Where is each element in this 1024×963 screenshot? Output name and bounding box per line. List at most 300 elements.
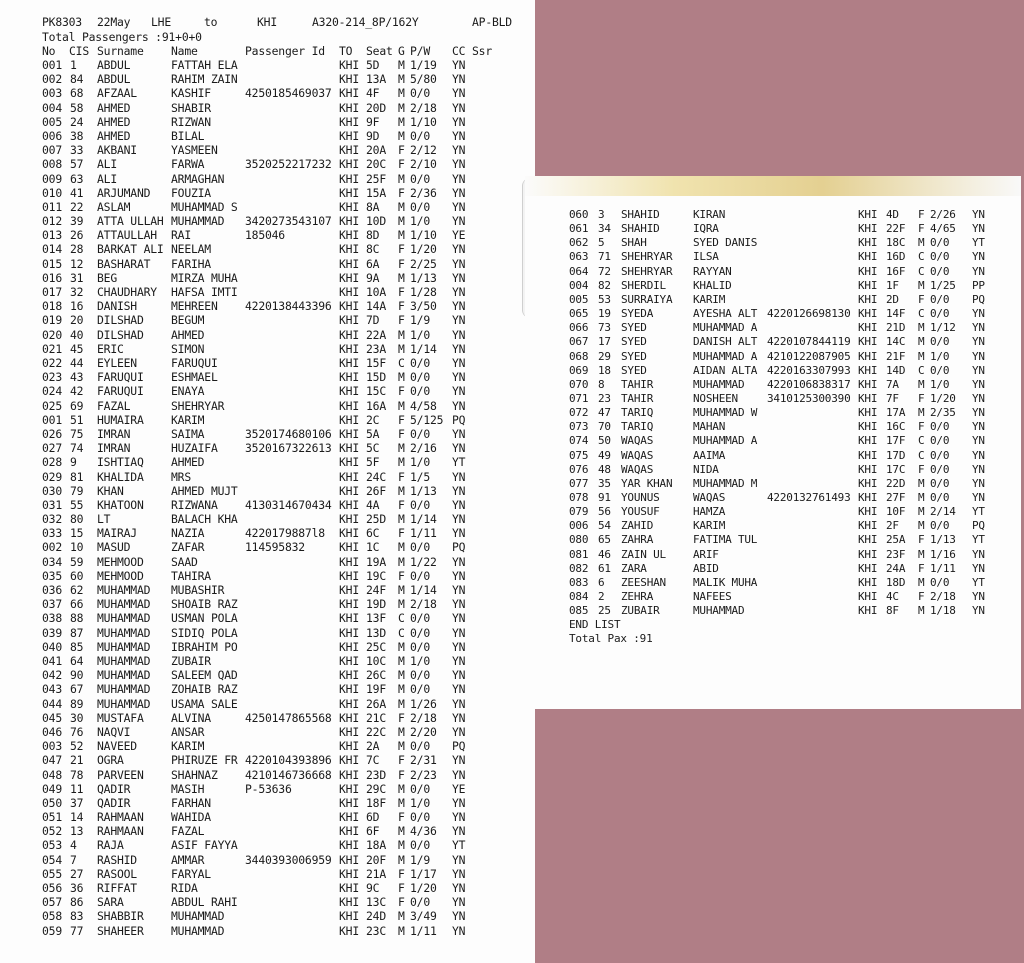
cell-cc: YN [452,597,466,612]
cell-name: ENAYA [171,384,205,399]
cell-g: M [398,838,405,853]
cell-cc: YN [972,434,985,448]
cell-cis: 9 [70,455,77,470]
cell-no: 051 [42,810,62,825]
cell-cis: 26 [70,228,84,243]
cell-pw: 3/50 [410,299,437,314]
cell-no: 057 [42,895,62,910]
cell-cis: 54 [598,519,611,533]
cell-surname: MAIRAJ [97,526,137,541]
cell-name: ABDUL RAHI [171,895,238,910]
cell-seat: 23D [366,767,386,782]
cell-seat: 18D [886,575,906,589]
cell-seat: 9D [366,128,380,143]
cell-cis: 22 [70,199,84,214]
cell-cc: YE [452,228,466,243]
cell-name: SHEHRYAR [171,398,225,413]
cell-pw: 0/0 [410,199,430,214]
cell-g: M [918,236,925,250]
cell-cc: YN [452,881,466,896]
cell-surname: PARVEEN [97,767,144,782]
cell-cis: 80 [70,512,84,527]
cell-no: 065 [569,307,589,321]
cell-cc: YN [972,590,985,604]
cell-cis: 67 [70,682,84,697]
cell-no: 016 [42,270,62,285]
cell-g: M [918,575,925,589]
cell-g: M [398,483,405,498]
cell-surname: ERIC [97,341,124,356]
cell-g: C [918,434,925,448]
cell-g: F [918,561,925,575]
cell-name: MUHAMMAD A [693,434,758,448]
cell-seat: 20A [366,143,386,158]
cell-seat: 26C [366,668,386,683]
cell-seat: 20D [366,100,386,115]
cell-cis: 49 [598,448,611,462]
cell-to: KHI [339,171,359,186]
cell-to: KHI [339,143,359,158]
cell-seat: 10D [366,214,386,229]
cell-pw: 5/125 [410,412,444,427]
cell-no: 072 [569,406,589,420]
cell-pid: 3420273543107 [245,214,332,229]
cell-pw: 0/0 [410,540,430,555]
cell-cc: YT [452,455,466,470]
cell-to: KHI [339,923,359,938]
cell-pw: 2/25 [410,256,437,271]
cell-pw: 0/0 [930,448,950,462]
cell-no: 015 [42,256,62,271]
cell-surname: SYED [621,335,647,349]
cell-seat: 10F [886,505,906,519]
cell-g: M [398,724,405,739]
to-label: to [204,15,218,29]
cell-name: HAMZA [693,505,726,519]
cell-cis: 76 [70,724,84,739]
cell-to: KHI [339,285,359,300]
cell-cis: 30 [70,710,84,725]
cell-cc: YN [452,639,466,654]
cell-name: SHOAIB RAZ [171,597,238,612]
cell-name: KHALID [693,278,732,292]
cell-g: M [398,214,405,229]
cell-g: F [918,590,925,604]
cell-seat: 26F [366,483,386,498]
cell-cis: 41 [70,185,84,200]
cell-cis: 81 [70,469,84,484]
cell-pw: 0/0 [410,384,430,399]
cell-cc: YN [452,866,466,881]
cell-cis: 47 [598,406,611,420]
cell-surname: SHEHRYAR [621,264,673,278]
cell-pw: 1/0 [410,653,430,668]
cell-name: MIRZA MUHA [171,270,238,285]
cell-surname: KHAN [97,483,124,498]
cell-name: SIMON [171,341,205,356]
passenger-manifest-page-2 [525,176,1021,709]
cell-pw: 1/14 [410,341,437,356]
cell-cc: YN [452,554,466,569]
cell-to: KHI [339,668,359,683]
cell-name: TAHIRA [171,568,211,583]
cell-cc: YE [452,781,466,796]
cell-no: 034 [42,554,62,569]
cell-name: RAYYAN [693,264,732,278]
cell-cc: YN [452,157,466,172]
cell-pid: 4220107844119 [767,335,851,349]
cell-pw: 0/0 [410,426,430,441]
cell-seat: 25F [366,171,386,186]
cell-cis: 61 [598,561,611,575]
cell-no: 008 [42,157,62,172]
cell-cis: 16 [70,299,84,314]
cell-pw: 2/18 [410,100,437,115]
cell-pw: 1/20 [410,242,437,257]
cell-surname: AHMED [97,114,131,129]
cell-no: 032 [42,512,62,527]
cell-pid: P-53636 [245,781,292,796]
cell-cis: 4 [70,838,77,853]
cell-to: KHI [339,526,359,541]
cell-seat: 8F [886,604,899,618]
cell-pw: 1/18 [930,604,956,618]
cell-cc: YN [972,420,985,434]
cell-seat: 14D [886,363,906,377]
cell-g: F [398,497,405,512]
cell-g: M [918,476,925,490]
cell-name: ILSA [693,250,719,264]
flight-date: 22May [97,15,131,29]
cell-cc: YN [452,795,466,810]
cell-name: SHAHNAZ [171,767,218,782]
end-list-label: END LIST [569,618,621,632]
cell-g: F [398,753,405,768]
cell-cis: 53 [598,292,611,306]
cell-to: KHI [858,533,878,547]
cell-no: 013 [42,228,62,243]
cell-surname: KHATOON [97,497,144,512]
cell-cis: 69 [70,398,84,413]
cell-no: 078 [569,491,589,504]
cell-name: ZAFAR [171,540,205,555]
cell-g: F [918,222,925,236]
cell-seat: 2D [886,292,899,306]
cell-cis: 89 [70,696,84,711]
cell-g: C [918,250,925,264]
cell-seat: 14A [366,299,386,314]
cell-seat: 19C [366,568,386,583]
cell-seat: 10A [366,285,386,300]
cell-surname: TARIQ [621,406,654,420]
cell-cc: YN [452,128,466,143]
cell-surname: SARA [97,895,124,910]
cell-surname: ALI [97,157,117,172]
cell-cc: YT [972,575,985,589]
cell-cc: YN [452,143,466,158]
cell-cc: YN [452,242,466,257]
cell-surname: OGRA [97,753,124,768]
cell-pid: 4220106838317 [767,377,851,391]
cell-to: KHI [339,58,359,72]
cell-name: PHIRUZE FR [171,753,238,768]
col-no: No [42,44,56,58]
cell-no: 074 [569,434,589,448]
cell-pw: 1/12 [930,321,956,335]
cell-cc: YN [452,583,466,598]
cell-cc: YN [452,568,466,583]
cell-cis: 84 [70,72,84,87]
cell-surname: FARUQUI [97,384,144,399]
cell-to: KHI [858,363,878,377]
cell-g: M [398,923,405,938]
cell-cis: 75 [70,426,84,441]
cell-seat: 19A [366,554,386,569]
cell-cis: 35 [598,476,611,490]
cell-name: BALACH KHA [171,512,238,527]
cell-name: KIRAN [693,208,726,221]
cell-cc: YN [972,391,985,405]
cell-surname: IMRAN [97,441,131,456]
cell-seat: 23F [886,547,906,561]
cell-name: MUHAMMAD [693,377,745,391]
cell-g: M [918,505,925,519]
cell-seat: 27F [886,491,906,504]
cell-surname: SHAHID [621,222,660,236]
cell-g: C [398,611,405,626]
cell-cis: 37 [70,795,84,810]
cell-seat: 23C [366,923,386,938]
cell-no: 073 [569,420,589,434]
cell-no: 030 [42,483,62,498]
cell-g: M [398,370,405,385]
cell-surname: SHAHID [621,208,660,221]
cell-no: 003 [42,739,62,754]
cell-pw: 0/0 [930,491,950,504]
cell-no: 031 [42,497,62,512]
cell-cc: YN [452,668,466,683]
cell-name: NEELAM [171,242,211,257]
cell-pw: 3/49 [410,909,437,924]
cell-cc: YN [452,327,466,342]
cell-g: M [398,909,405,924]
cell-surname: MUHAMMAD [97,653,151,668]
cell-surname: BASHARAT [97,256,151,271]
cell-surname: IMRAN [97,426,131,441]
cell-cis: 43 [70,370,84,385]
cell-to: KHI [339,157,359,172]
col-ssr: Ssr [472,44,492,58]
cell-g: M [398,398,405,413]
cell-seat: 14F [886,307,906,321]
cell-seat: 17F [886,434,906,448]
cell-no: 010 [42,185,62,200]
cell-surname: MASUD [97,540,131,555]
cell-cis: 13 [70,824,84,839]
cell-pw: 2/18 [410,597,437,612]
cell-surname: ABDUL [97,58,131,72]
cell-name: NAFEES [693,590,732,604]
cell-g: M [398,128,405,143]
cell-no: 062 [569,236,589,250]
cell-g: M [398,86,405,101]
cell-seat: 17C [886,462,906,476]
cell-surname: TARIQ [621,420,654,434]
cell-no: 037 [42,597,62,612]
cell-no: 024 [42,384,62,399]
cell-cc: YT [972,505,985,519]
cell-name: ARIF [693,547,719,561]
cell-to: KHI [858,264,878,278]
cell-seat: 18F [366,795,386,810]
cell-seat: 7F [886,391,899,405]
cell-no: 003 [42,86,62,101]
cell-pw: 1/0 [410,455,430,470]
cell-g: M [398,171,405,186]
cell-pw: 2/31 [410,753,437,768]
total-pax: Total Pax :91 [569,632,653,646]
cell-cis: 23 [598,391,611,405]
cell-no: 019 [42,313,62,328]
cell-no: 043 [42,682,62,697]
cell-name: BEGUM [171,313,205,328]
cell-cis: 74 [70,441,84,456]
cell-cc: YN [972,321,985,335]
cell-g: M [398,795,405,810]
cell-cis: 1 [70,58,77,72]
cell-pw: 0/0 [410,625,430,640]
cell-to: KHI [339,781,359,796]
cell-cc: YN [452,824,466,839]
cell-pw: 0/0 [930,292,950,306]
cell-no: 042 [42,668,62,683]
cell-no: 085 [569,604,589,618]
cell-no: 005 [569,292,589,306]
cell-name: SYED DANIS [693,236,758,250]
cell-cis: 31 [70,270,84,285]
cell-cc: YT [972,236,985,250]
cell-cis: 7 [70,852,77,867]
cell-to: KHI [339,838,359,853]
cell-pw: 0/0 [930,434,950,448]
cell-name: AHMED MUJT [171,483,238,498]
cell-cc: PQ [452,412,466,427]
cell-to: KHI [339,852,359,867]
cell-no: 058 [42,909,62,924]
cell-no: 080 [569,533,589,547]
cell-name: SALEEM QAD [171,668,238,683]
cell-name: BILAL [171,128,205,143]
cell-no: 028 [42,455,62,470]
cell-no: 040 [42,639,62,654]
cell-cis: 63 [70,171,84,186]
cell-g: C [398,625,405,640]
cell-cis: 45 [70,341,84,356]
cell-no: 048 [42,767,62,782]
cell-g: M [398,114,405,129]
cell-g: M [398,72,405,87]
cell-no: 004 [569,278,589,292]
cell-no: 084 [569,590,589,604]
cell-to: KHI [858,462,878,476]
cell-no: 005 [42,114,62,129]
cell-surname: ARJUMAND [97,185,151,200]
cell-g: M [398,455,405,470]
cell-name: KARIM [693,292,726,306]
cell-cc: YN [452,384,466,399]
cell-surname: FAZAL [97,398,131,413]
cell-cc: YN [972,335,985,349]
cell-cc: YT [452,838,466,853]
cell-surname: SHABBIR [97,909,144,924]
cell-to: KHI [339,767,359,782]
cell-pw: 2/16 [410,441,437,456]
cell-pid: 3520174680106 [245,426,332,441]
cell-cis: 36 [70,881,84,896]
cell-pw: 1/20 [410,881,437,896]
cell-surname: MUSTAFA [97,710,144,725]
cell-seat: 5C [366,441,380,456]
cell-pw: 0/0 [930,519,950,533]
cell-pw: 0/0 [410,86,430,101]
cell-surname: DANISH [97,299,137,314]
cell-cc: YN [452,710,466,725]
cell-cc: PQ [972,519,985,533]
cell-cis: 88 [70,611,84,626]
cell-surname: FARUQUI [97,370,144,385]
col-pw: P/W [410,44,430,58]
cell-cc: YN [452,625,466,640]
cell-pw: 0/0 [930,250,950,264]
cell-name: FARYAL [171,866,211,881]
cell-surname: LT [97,512,111,527]
cell-surname: MUHAMMAD [97,597,151,612]
cell-g: C [398,355,405,370]
cell-seat: 6A [366,256,380,271]
cell-cis: 83 [70,909,84,924]
cell-name: MASIH [171,781,205,796]
cell-pw: 2/18 [930,590,956,604]
cell-to: KHI [858,349,878,363]
cell-name: DANISH ALT [693,335,758,349]
cell-name: MEHREEN [171,299,218,314]
col-to: TO [339,44,353,58]
cell-cc: PQ [452,739,466,754]
cell-pw: 1/20 [930,391,956,405]
cell-to: KHI [339,653,359,668]
cell-name: FATIMA TUL [693,533,758,547]
cell-g: M [398,512,405,527]
cell-pw: 0/0 [410,838,430,853]
cell-seat: 24D [366,909,386,924]
cell-cc: YN [452,86,466,101]
cell-no: 011 [42,199,62,214]
cell-pw: 1/16 [930,547,956,561]
cell-to: KHI [858,335,878,349]
cell-pw: 1/14 [410,512,437,527]
cell-seat: 25A [886,533,906,547]
cell-to: KHI [339,384,359,399]
cell-pid: 4210122087905 [767,349,851,363]
cell-surname: ZEHRA [621,590,654,604]
cell-cc: YN [972,491,985,504]
cell-name: RIZWANA [171,497,218,512]
cell-cc: YN [452,895,466,910]
cell-g: M [398,653,405,668]
cell-pw: 0/0 [410,668,430,683]
cell-surname: ZAHID [621,519,654,533]
cell-surname: RAHMAAN [97,824,144,839]
